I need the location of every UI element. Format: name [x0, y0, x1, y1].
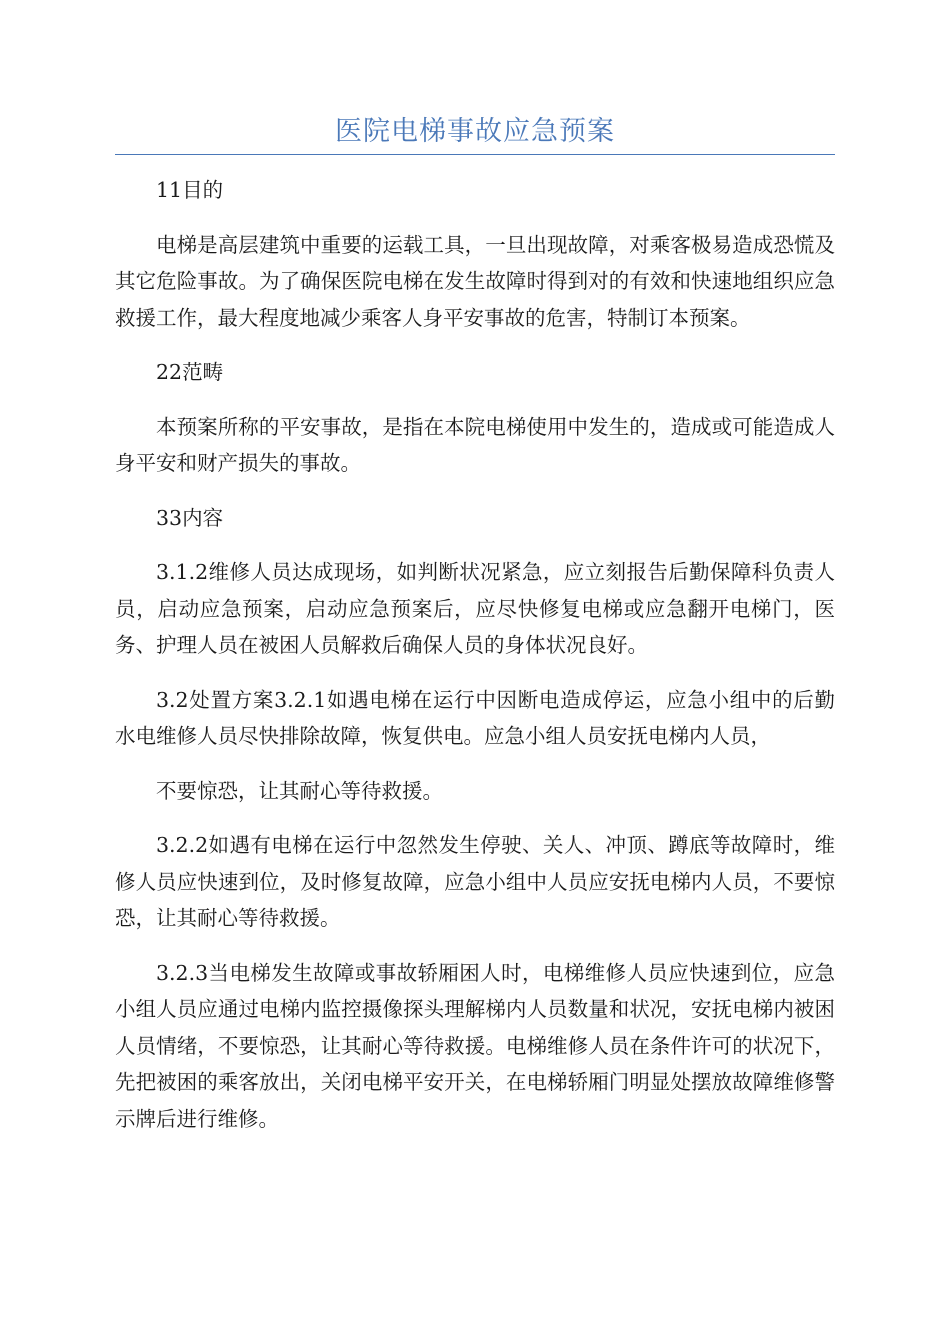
- paragraph-3-2-1: 3.2处置方案3.2.1如遇电梯在运行中因断电造成停运，应急小组中的后勤水电维修人员尽快排除故障，恢复供电。应急小组人员安抚电梯内人员，: [115, 687, 835, 748]
- paragraph-3-2-1-continued: 不要惊恐，让其耐心等待救援。: [156, 778, 443, 803]
- section-heading-content: 33内容: [156, 505, 224, 530]
- section-heading-purpose: 11目的: [156, 178, 224, 202]
- paragraph-3-1-2: 3.1.2维修人员达成现场，如判断状况紧急，应立刻报告后勤保障科负责人员，启动应急预案，启动应急预案后，应尽快修复电梯或应急翻开电梯门，医务、护理人员在被困人员解救后确保人员的身体状况良好。: [115, 560, 835, 657]
- paragraph-purpose: 电梯是高层建筑中重要的运载工具，一旦出现故障，对乘客极易造成恐慌及其它危险事故。为了确保医院电梯在发生故障时得到对的有效和快速地组织应急救援工作，最大程度地减少乘客人身平安事故的危害，特制订本预案。: [115, 232, 835, 330]
- paragraph-3-2-3: 3.2.3当电梯发生故障或事故轿厢困人时，电梯维修人员应快速到位，应急小组人员应通过电梯内监控摄像探头理解梯内人员数量和状况，安抚电梯内被困人员情绪，不要惊恐，让其耐心等待救援。电梯维修人员在条件许可的状况下，先把被困的乘客放出，关闭电梯平安开关，在电梯轿厢门明显处摆放故障维修警示牌后进行维修。: [115, 960, 835, 1131]
- paragraph-scope: 本预案所称的平安事故，是指在本院电梯使用中发生的，造成或可能造成人身平安和财产损失的事故。: [115, 414, 835, 475]
- document-body: [115, 172, 835, 1155]
- section-heading-scope: 22范畴: [156, 360, 224, 384]
- title-underline: [115, 154, 835, 155]
- paragraph-3-2-2: 3.2.2如遇有电梯在运行中忽然发生停驶、关人、冲顶、蹲底等故障时，维修人员应快速到位，及时修复故障，应急小组中人员应安抚电梯内人员，不要惊恐，让其耐心等待救援。: [115, 833, 835, 930]
- document-title: 医院电梯事故应急预案: [335, 116, 615, 147]
